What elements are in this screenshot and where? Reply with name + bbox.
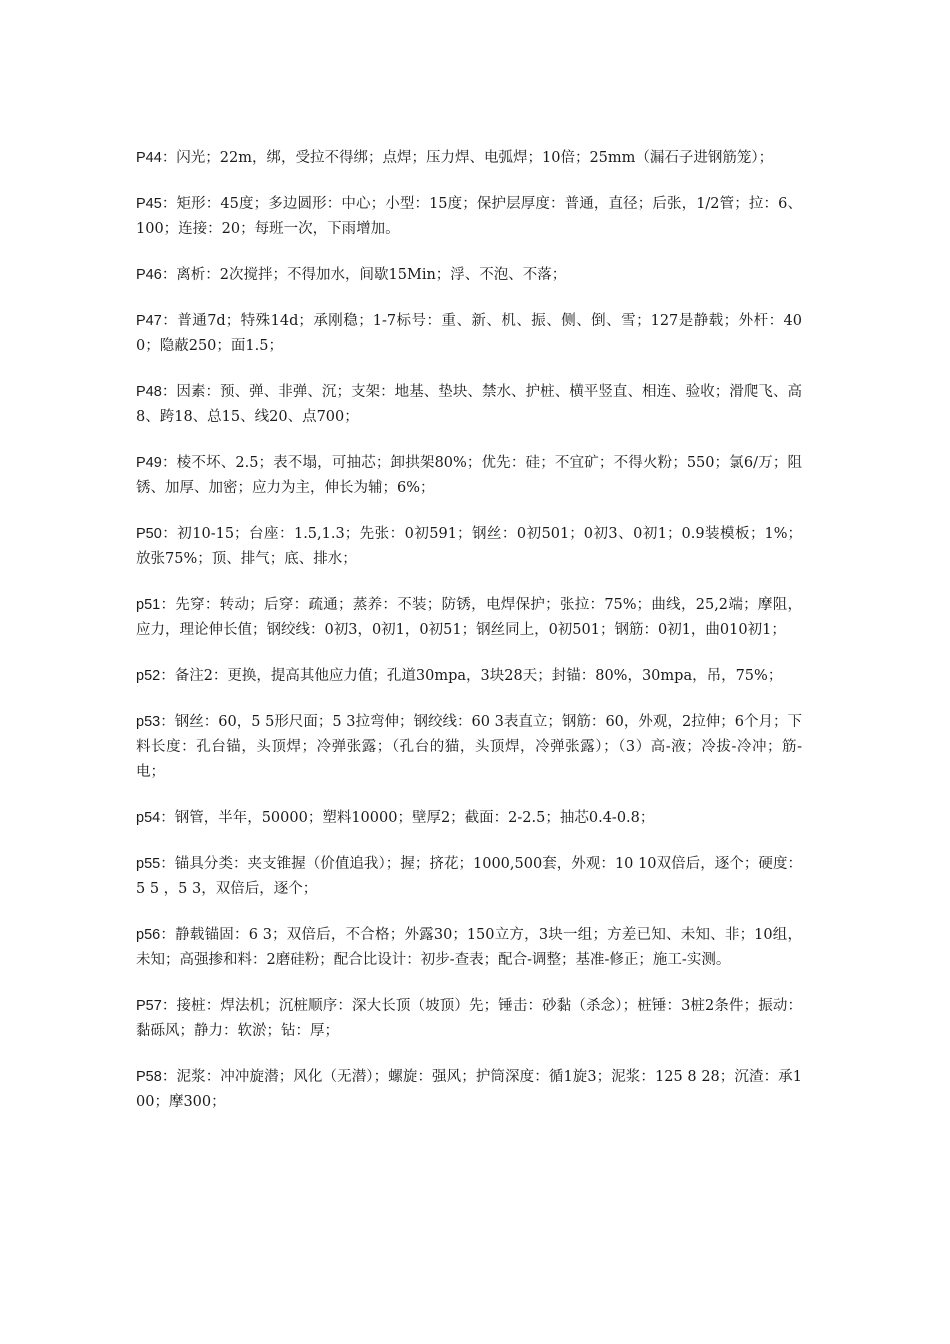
paragraph-text: ：离析：2次搅拌；不得加水，间歇15Min；浮、不泡、不落；: [161, 267, 567, 283]
paragraph-p44: [136, 146, 802, 171]
paragraph-text: ：钢丝：60，5 5形尺面；5 3拉弯伸；钢绞线：60 3表直立；钢筋：60，外观，2拉伸；6个月；下料长度：孔台锚，头顶焊；冷弹张露；（孔台的猫，头顶焊，冷弹张露）；（3）高-液；冷拔-冷冲；筋-电；: [136, 714, 802, 780]
paragraph-text: ：备注2：更换，提高其他应力值；孔道30mpa，3块28天；封锚：80%，30mpa，吊，75%；: [160, 668, 783, 684]
page-label: P45: [136, 196, 162, 212]
paragraph-p52: [136, 664, 802, 689]
paragraph-p55: [136, 852, 802, 902]
paragraph-text: ：闪光；22m，绑，受拉不得绑；点焊；压力焊、电弧焊；10倍；25mm（漏石子进钢筋笼）；: [161, 150, 774, 166]
paragraph-p54: [136, 806, 802, 831]
page-label: P47: [136, 313, 162, 329]
paragraph-text: ：锚具分类：夹支锥握（价值追我）；握；挤花；1000,500套，外观：10 10双倍后，逐个；硬度：5 5 ，5 3，双倍后，逐个；: [136, 856, 802, 897]
paragraph-p53: [136, 710, 802, 785]
paragraph-text: ：钢管，半年，50000；塑料10000；壁厚2；截面：2-2.5；抽芯0.4-0.8；: [160, 810, 655, 826]
document-body: [136, 146, 802, 1136]
paragraph-text: ：先穿：转动；后穿：疏通；蒸养：不装；防锈，电焊保护；张拉：75%；曲线，25,2端；摩阻，应力，理论伸长值；钢绞线：0初3，0初1，0初51；钢丝同上，0初501；钢筋：0初1，曲010初1；: [136, 597, 802, 638]
page-label: P44: [136, 150, 162, 166]
paragraph-text: ：初10-15；台座：1.5,1.3；先张：0初591；钢丝：0初501；0初3、0初1；0.9装模板；1%；放张75%；顶、排气；底、排水；: [136, 526, 802, 567]
paragraph-text: ：静载锚固：6 3；双倍后，不合格；外露30；150立方，3块一组；方差已知、未知、非；10组，未知；高强掺和料：2磨硅粉；配合比设计：初步-查表；配合-调整；基准-修正；施工-实测。: [136, 927, 802, 968]
page-label: P48: [136, 384, 162, 400]
page-label: p54: [136, 810, 161, 826]
page-label: P58: [136, 1069, 162, 1085]
paragraph-p51: [136, 593, 802, 643]
page-label: P46: [136, 267, 162, 283]
paragraph-p57: [136, 994, 802, 1044]
page-label: p55: [136, 856, 161, 872]
paragraph-text: ：普通7d；特殊14d；承刚稳；1-7标号：重、新、机、振、侧、倒、雪；127是静载；外杆：400；隐蔽250；面1.5；: [136, 313, 802, 354]
page-label: p51: [136, 597, 161, 613]
paragraph-p47: [136, 309, 802, 359]
paragraph-text: ：棱不坏、2.5；表不塌，可抽芯；卸拱架80%；优先：硅；不宜矿；不得火粉；550；氯6/万；阻锈、加厚、加密；应力为主，伸长为辅；6%；: [136, 455, 802, 496]
paragraph-p49: [136, 451, 802, 501]
paragraph-p46: [136, 263, 802, 288]
page-label: P50: [136, 526, 162, 542]
paragraph-p50: [136, 522, 802, 572]
page-label: p53: [136, 714, 161, 730]
paragraph-text: ：接桩：焊法机；沉桩顺序：深大长顶（坡顶）先；锤击：砂黏（杀念）；桩锤：3桩2条件；振动：黏砾风；静力：软淤；钻：厚；: [136, 998, 802, 1039]
paragraph-p45: [136, 192, 802, 242]
paragraph-p58: [136, 1065, 802, 1115]
page-label: p52: [136, 668, 161, 684]
page-label: P49: [136, 455, 162, 471]
page-label: P57: [136, 998, 162, 1014]
paragraph-text: ：矩形：45度；多边圆形：中心；小型：15度；保护层厚度：普通，直径；后张，1/2管；拉：6、100；连接：20；每班一次，下雨增加。: [136, 196, 802, 237]
paragraph-text: ：泥浆：冲冲旋潜；风化（无潜）；螺旋：强风；护筒深度：循1旋3；泥浆：125 8 28；沉渣：承100；摩300；: [136, 1069, 802, 1110]
page-label: p56: [136, 927, 161, 943]
paragraph-p48: [136, 380, 802, 430]
paragraph-p56: [136, 923, 802, 973]
paragraph-text: ：因素：预、弹、非弹、沉；支架：地基、垫块、禁水、护桩、横平竖直、相连、验收；滑爬飞、高8、跨18、总15、线20、点700；: [136, 384, 802, 425]
